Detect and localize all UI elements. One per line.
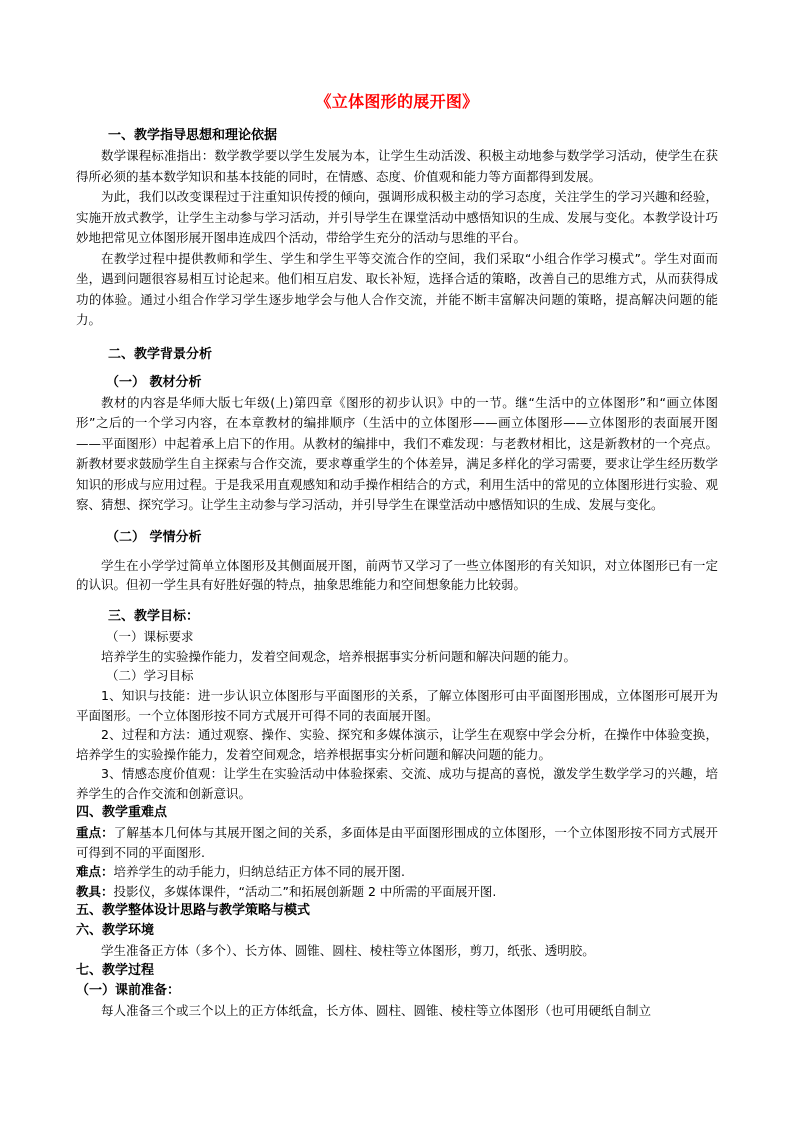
key-point-label: 重点： — [76, 825, 114, 840]
section-7-subheading-1: （一）课前准备： — [76, 982, 181, 998]
section-7-heading: 七、教学过程 — [76, 962, 155, 978]
section-1-paragraph-3: 在教学过程中提供教师和学生、学生和学生平等交流合作的空间，我们采取“小组合作学习模式”。学生对面而坐，遇到问题很容易相互讨论起来。他们相互启发、取长补短，选择合适的策略，改善自己的思维方式，从而获得成功的体验。通过小组合作学习学生逐步地学会与他人合作交流，并能不断丰富解决问题的策略，提高解决问题的能力。 — [76, 250, 718, 327]
section-5-heading: 五、教学整体设计思路与教学策略与模式 — [76, 903, 311, 918]
section-3-subheading-1: （一）课标要求 — [106, 628, 194, 644]
section-3-paragraph-1: 培养学生的实验操作能力，发着空间观念，培养根据事实分析问题和解决问题的能力。 — [101, 648, 577, 664]
key-point-paragraph — [76, 823, 718, 862]
section-2-subheading-1: （一） 教材分析 — [106, 374, 202, 390]
difficulty-label: 难点： — [76, 864, 114, 879]
section-4-heading: 四、教学重难点 — [76, 805, 168, 820]
section-3-paragraph-3: 2、过程和方法：通过观察、操作、实验、探究和多媒体演示，让学生在观察中学会分析，在操作中体验变换，培养学生的实验操作能力，发着空间观念，培养根据事实分析问题和解决问题的能力。 — [76, 727, 718, 762]
section-1-paragraph-1: 数学课程标准指出：数学教学要以学生发展为本，让学生生动活泼、积极主动地参与数学学习活动，使学生在获得所必须的基本数学知识和基本技能的同时，在情感、态度、价值观和能力等方面都得到发展。 — [76, 148, 718, 184]
section-1-paragraph-2: 为此，我们以改变课程过于注重知识传授的倾向，强调形成积极主动的学习态度，关注学生的学习兴趣和经验，实施开放式教学，让学生主动参与学习活动，并引导学生在课堂活动中感悟知识的生成、发展与变化。本教学设计巧妙地把常见立体图形展开图串连成四个活动，带给学生充分的活动与思维的平台。 — [76, 189, 718, 245]
section-2-heading: 二、教学背景分析 — [108, 346, 213, 362]
teaching-aids-label: 教具： — [76, 883, 114, 899]
section-3-paragraph-2: 1、知识与技能：进一步认识立体图形与平面图形的关系，了解立体图形可由平面图形围成，立体图形可展开为平面图形。一个立体图形按不同方式展开可得不同的表面展开图。 — [76, 688, 718, 723]
section-2-paragraph-2: 学生在小学学过简单立体图形及其侧面展开图，前两节又学习了一些立体图形的有关知识，对立体图形已有一定的认识。但初一学生具有好胜好强的特点，抽象思维能力和空间想象能力比较弱。 — [76, 557, 718, 592]
section-6-paragraph-1: 学生准备正方体（多个）、长方体、圆锥、圆柱、棱柱等立体图形，剪刀，纸张、透明胶。 — [101, 943, 595, 958]
teaching-aids-paragraph — [76, 882, 718, 902]
section-3-subheading-2: （二）学习目标 — [106, 668, 194, 683]
section-6-heading: 六、教学环境 — [76, 923, 155, 938]
difficulty-text: 培养学生的动手能力，归纳总结正方体不同的展开图. — [113, 864, 405, 879]
section-7-paragraph-1: 每人准备三个或三个以上的正方体纸盒，长方体、圆柱、圆锥、棱柱等立体图形（也可用硬纸自制立 — [101, 1002, 652, 1018]
difficulty-paragraph — [76, 862, 718, 882]
key-point-text: 了解基本几何体与其展开图之间的关系，多面体是由平面图形围成的立体图形，一个立体图形按不同方式展开可得到不同的平面图形. — [76, 825, 718, 860]
section-1-heading: 一、教学指导思想和理论依据 — [108, 128, 278, 143]
section-3-paragraph-4: 3、情感态度价值观：让学生在实验活动中体验探索、交流、成功与提高的喜悦，激发学生数学学习的兴趣，培养学生的合作交流和创新意识。 — [76, 766, 718, 801]
document-title: 《立体图形的展开图》 — [315, 92, 479, 111]
section-2-paragraph-1: 教材的内容是华师大版七年级(上)第四章《图形的初步认识》中的一节。继“生活中的立体图形”和“画立体图形”之后的一个学习内容，在本章教材的编排顺序（生活中的立体图形——画立体图形——立体图形的表面展开图——平面图形）中起着承上启下的作用。从教材的编排中，我们不难发现：与老教材相比，这是新教材的一个亮点。新教材要求鼓励学生自主探索与合作交流，要求尊重学生的个体差异，满足多样化的学习需要，要求让学生经历数学知识的形成与应用过程。于是我采用直观感知和动手操作相结合的方式，利用生活中的常见的立体图形进行实验、观察、猜想、探究学习。让学生主动参与学习活动，并引导学生在课堂活动中感悟知识的生成、发展与变化。 — [76, 394, 718, 512]
section-3-heading: 三、教学目标： — [108, 608, 200, 624]
teaching-aids-text: 投影仪，多媒体课件，“活动二”和拓展创新题 2 中所需的平面展开图. — [113, 883, 497, 899]
section-2-subheading-2: （二） 学情分析 — [106, 529, 202, 545]
